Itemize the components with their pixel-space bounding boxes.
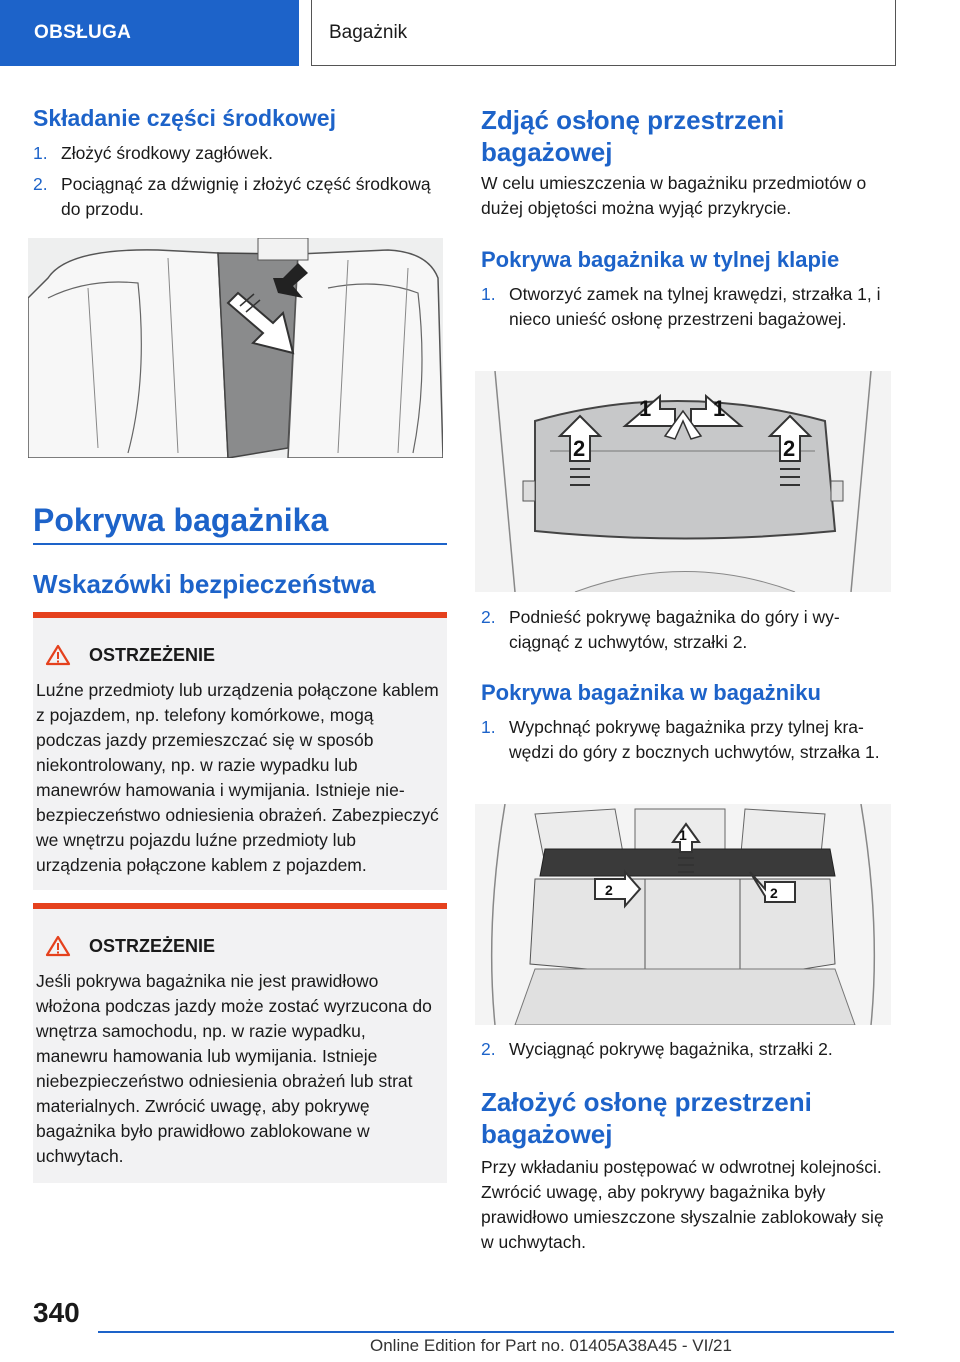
remove-heading: Zdjąć osłonę przestrzeni bagażowej bbox=[481, 105, 785, 167]
warning-box-1 bbox=[33, 612, 447, 890]
page-header bbox=[0, 0, 960, 66]
trunk-cover-illustration bbox=[475, 804, 891, 1025]
footer-rule bbox=[98, 1331, 894, 1333]
install-heading: Założyć osłonę przestrzeni bagażowej bbox=[481, 1087, 812, 1149]
tailgate-cover-figure bbox=[475, 371, 891, 592]
tailgate-heading: Pokrywa bagażnika w tylnej klapie bbox=[481, 247, 840, 272]
safety-heading: Wskazówki bezpieczeństwa bbox=[33, 569, 376, 599]
warning-header-2 bbox=[45, 935, 215, 957]
warning-title-2: OSTRZEŻENIE bbox=[89, 935, 216, 956]
rear-seat-figure bbox=[28, 238, 443, 458]
arrow-label-1b: 1 bbox=[713, 396, 726, 421]
warning-header-1 bbox=[45, 644, 215, 666]
tailgate-cover-illustration bbox=[475, 371, 891, 592]
install-text: Przy wkładaniu postępować w odwrotnej kolejności. Zwrócić uwagę, aby pokrywy bagażnika były prawidłowo umieszczone słyszalnie zablokowały się w uchwytach. bbox=[481, 1157, 884, 1252]
fold-step-2: 2. Pociągnąć za dźwignię i złożyć część środkową do przodu. bbox=[33, 174, 431, 219]
arrow-label-2a: 2 bbox=[573, 436, 586, 461]
tailgate-step-1: 1. Otworzyć zamek na tylnej krawędzi, strzałka 1, i nieco unieść osłonę przestrzeni bagażowej. bbox=[481, 284, 881, 329]
rear-seat-illustration bbox=[28, 238, 443, 458]
warning-triangle-icon bbox=[45, 935, 71, 957]
warning-title-1: OSTRZEŻENIE bbox=[89, 644, 216, 665]
trunk-arrow-label-2a: 2 bbox=[605, 882, 613, 898]
heading-rule bbox=[33, 543, 447, 545]
footer-edition: Online Edition for Part no. 01405A38A45 - VI/21 bbox=[370, 1336, 732, 1355]
trunk-step-1: 1. Wypchnąć pokrywę bagażnika przy tylnej krawędzi do góry z bocznych uchwytów, strzałka 1. bbox=[481, 717, 880, 762]
trunk-arrow-label-2b: 2 bbox=[770, 885, 778, 901]
section-tab: OBSŁUGA bbox=[0, 0, 299, 66]
warning-triangle-icon bbox=[45, 644, 71, 666]
warning-text-2: Jeśli pokrywa bagażnika nie jest prawidłowo włożona podczas jazdy może zostać wyrzucona do wnętrza samochodu, np. w razie wypadku, manewru hamowania lub wymijania. Istnieje niebezpieczeństwo odniesienia obrażeń lub strat materialnych. Zwrócić uwagę, aby pokrywę bagażnika było prawidłowo zablokowane w uchwytach. bbox=[36, 971, 432, 1166]
arrow-label-1a: 1 bbox=[639, 396, 652, 421]
arrow-label-2b: 2 bbox=[783, 436, 796, 461]
warning-box-2 bbox=[33, 903, 447, 1183]
main-heading: Pokrywa bagażnika bbox=[33, 502, 329, 538]
fold-step-1: 1. Złożyć środkowy zagłówek. bbox=[33, 143, 274, 163]
warning-text-1: Luźne przedmioty lub urządzenia połączone kablem z pojazdem, np. telefony komórkowe, mogą podczas jazdy przemieszczać się w sposób niekontrolowany, np. w razie wypadku lub manewrów hamowania i wymijania. Istnieje niebezpieczeństwo odniesienia obrażeń. Zabezpieczyć we wnętrzu pojazdu luźne przedmioty lub urządzenia połączone kablem z pojazdem. bbox=[36, 680, 439, 875]
trunk-step-2: 2. Wyciągnąć pokrywę bagażnika, strzałki 2. bbox=[481, 1039, 833, 1059]
fold-heading: Składanie części środkowej bbox=[33, 105, 336, 131]
page-number: 340 bbox=[33, 1297, 80, 1328]
remove-intro: W celu umieszczenia w bagażniku przedmiotów o dużej objętości można wyjąć przykrycie. bbox=[481, 173, 867, 218]
tailgate-step-2: 2. Podnieść pokrywę bagażnika do góry i wyciągnąć z uchwytów, strzałki 2. bbox=[481, 607, 840, 652]
trunk-heading: Pokrywa bagażnika w bagażniku bbox=[481, 680, 821, 705]
trunk-arrow-label-1: 1 bbox=[679, 827, 687, 843]
trunk-cover-figure bbox=[475, 804, 891, 1025]
chapter-tab: Bagażnik bbox=[311, 0, 896, 66]
